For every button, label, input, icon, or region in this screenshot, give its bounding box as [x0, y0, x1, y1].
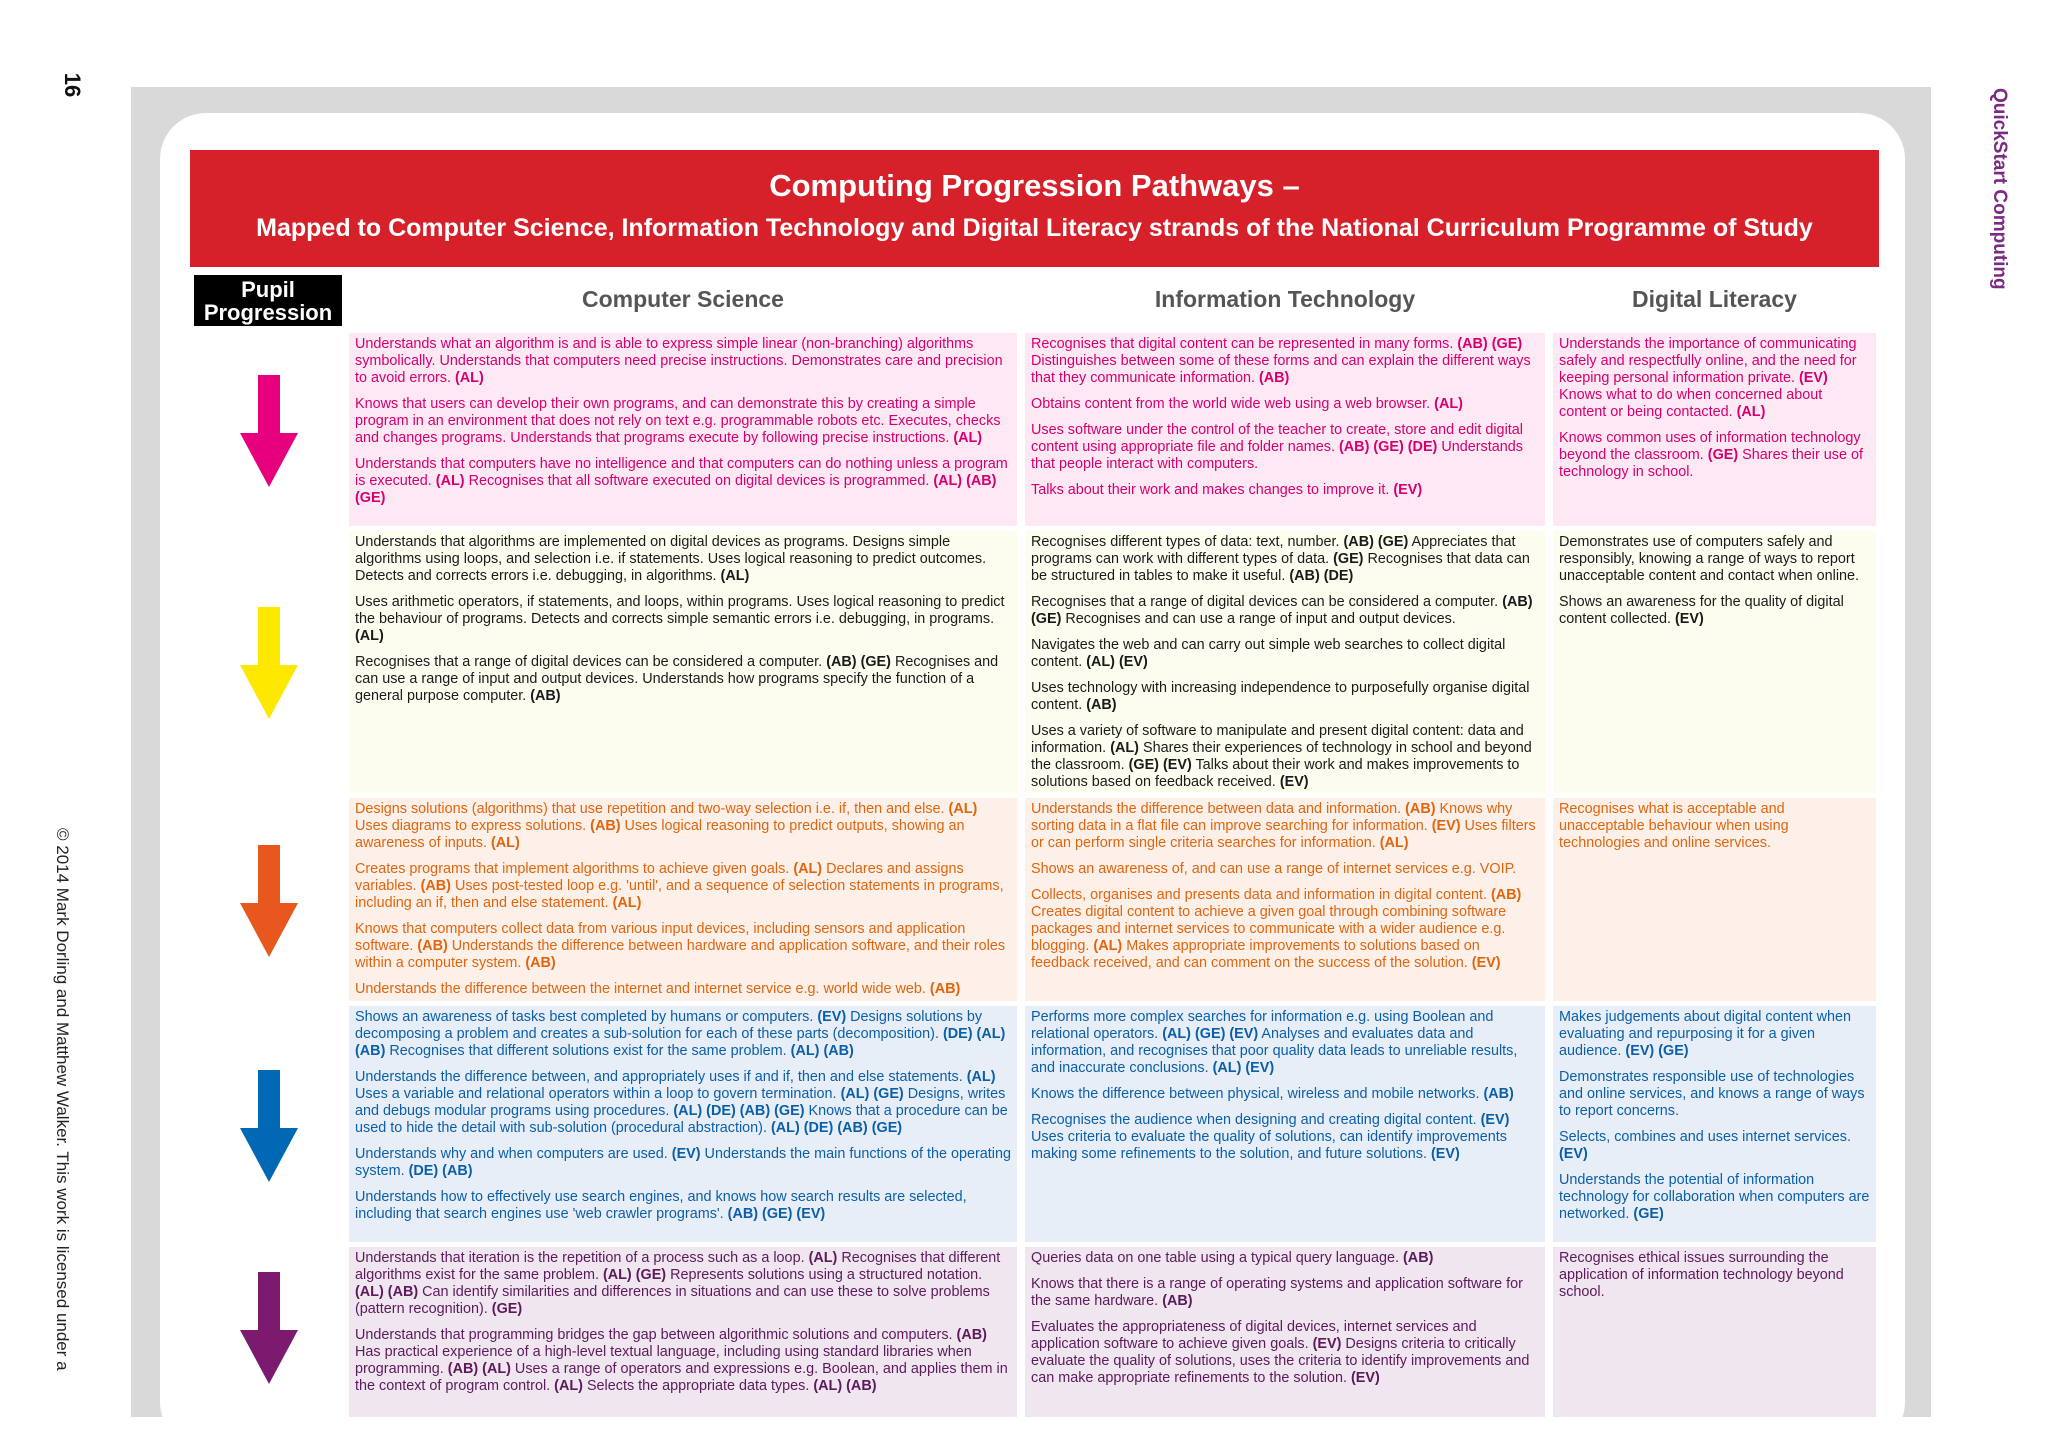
statement: Shows an awareness of tasks best completed by humans or computers. (EV) Designs solutions by decomposing a problem and creates a sub-solution for each of these parts (decomposition). (DE) (AL) (AB) Recognises that different solutions exist for the same problem. (AL) (AB) — [355, 1009, 1006, 1059]
arrow-down-blue-icon — [240, 1070, 298, 1182]
statement: Uses technology with increasing independence to purposefully organise digital content. (AB) — [1031, 680, 1530, 713]
row5-it-cell — [1025, 1247, 1545, 1417]
statement: Performs more complex searches for information e.g. using Boolean and relational operators. (AL) (GE) (EV) Analyses and evaluates data and information, and recognises that poor quality data leads to unreliable results, and inaccurate conclusions. (AL) (EV) — [1031, 1009, 1518, 1076]
row1-it-cell — [1025, 333, 1545, 526]
statement: Recognises that a range of digital devices can be considered a computer. (AB) (GE) Recognises and can use a range of input and output devices. — [1031, 594, 1533, 627]
copyright-notice: © 2014 Mark Dorling and Matthew Walker. This work is licensed under a — [53, 828, 72, 1371]
row1-dl-cell — [1553, 333, 1876, 526]
statement: Understands that programming bridges the gap between algorithmic solutions and computers. (AB) Has practical experience of a high-level textual language, including using standard libraries when programming. (AB) (AL) Uses a range of operators and expressions e.g. Boolean, and applies them in the context of program control. (AL) Selects the appropriate data types. (AL) (AB) — [355, 1327, 1008, 1394]
page-number: 16 — [60, 72, 86, 98]
row3-dl-cell — [1553, 798, 1876, 1001]
banner-subtitle: Mapped to Computer Science, Information Technology and Digital Literacy strands of the National Curriculum Programme of Study — [256, 214, 1813, 242]
statement: Makes judgements about digital content when evaluating and repurposing it for a given audience. (EV) (GE) — [1559, 1009, 1851, 1059]
statement: Creates programs that implement algorithms to achieve given goals. (AL) Declares and assigns variables. (AB) Uses post-tested loop e.g. 'until', and a sequence of selection statements in programs, including an if, then and else statement. (AL) — [355, 861, 1004, 911]
statement: Understands what an algorithm is and is able to express simple linear (non-branching) algorithms symbolically. Understands that computers need precise instructions. Demonstrates care and precision to avoid errors. (AL) — [355, 336, 1003, 386]
statement: Recognises different types of data: text, number. (AB) (GE) Appreciates that programs can work with different types of data. (GE) Recognises that data can be structured in tables to make it useful. (AB) (DE) — [1031, 534, 1530, 584]
statement: Understands the potential of information technology for collaboration when computers are networked. (GE) — [1559, 1172, 1870, 1222]
statement: Knows that users can develop their own programs, and can demonstrate this by creating a simple program in an environment that does not rely on text e.g. programmable robots etc. Executes, checks and changes programs. Understands that programs execute by following precise instructions. (AL) — [355, 396, 1001, 446]
statement: Recognises that a range of digital devices can be considered a computer. (AB) (GE) Recognises and can use a range of input and output devices. Understands how programs specify the function of a general purpose computer. (AB) — [355, 654, 999, 704]
pupil-label-line2: Progression — [203, 300, 333, 325]
statement: Selects, combines and uses internet services. (EV) — [1559, 1129, 1851, 1162]
statement: Queries data on one table using a typical query language. (AB) — [1031, 1250, 1434, 1266]
row2-cs-cell — [349, 531, 1017, 793]
statement: Recognises that digital content can be represented in many forms. (AB) (GE) Distinguishes between some of these forms and can explain the different ways that they communicate information. (AB) — [1031, 336, 1531, 386]
statement: Collects, organises and presents data and information in digital content. (AB) Creates digital content to achieve a given goal through combining software packages and internet services to communicate with a wider audience e.g. blogging. (AL) Makes appropriate improvements to solutions based on feedback received, and can comment on the success of the solution. (EV) — [1031, 887, 1522, 971]
side-title: QuickStart Computing — [1989, 88, 2010, 290]
statement: Designs solutions (algorithms) that use repetition and two-way selection i.e. if, then and else. (AL) Uses diagrams to express solutions. (AB) Uses logical reasoning to predict outputs, showing an awareness of inputs. (AL) — [355, 801, 978, 851]
row1-cs-cell — [349, 333, 1017, 526]
statement: Understands the difference between data and information. (AB) Knows why sorting data in a flat file can improve searching for information. (EV) Uses filters or can perform single criteria searches for information. (AL) — [1031, 801, 1536, 851]
statement: Shows an awareness for the quality of digital content collected. (EV) — [1559, 594, 1844, 627]
row4-dl-cell — [1553, 1006, 1876, 1242]
statement: Shows an awareness of, and can use a range of internet services e.g. VOIP. — [1031, 861, 1517, 877]
statement: Understands how to effectively use search engines, and knows how search results are selected, including that search engines use 'web crawler programs'. (AB) (GE) (EV) — [355, 1189, 967, 1222]
row5-cs-cell — [349, 1247, 1017, 1417]
statement: Evaluates the appropriateness of digital devices, internet services and application software to achieve given goals. (EV) Designs criteria to critically evaluate the quality of solutions, uses the criteria to identify improvements and can make appropriate refinements to the solution. (EV) — [1031, 1319, 1530, 1386]
arrow-down-pink-icon — [240, 375, 298, 487]
pupil-progression-label — [194, 275, 342, 326]
statement: Understands the difference between the internet and internet service e.g. world wide web. (AB) — [355, 981, 961, 997]
pupil-label-line1: Pupil — [241, 277, 295, 302]
statement: Knows the difference between physical, wireless and mobile networks. (AB) — [1031, 1086, 1514, 1102]
statement: Talks about their work and makes changes to improve it. (EV) — [1031, 482, 1423, 498]
arrow-down-purple-icon — [240, 1272, 298, 1384]
statement: Recognises ethical issues surrounding the application of information technology beyond school. — [1559, 1250, 1844, 1300]
row2-dl-cell — [1553, 531, 1876, 793]
banner-title: Computing Progression Pathways – — [769, 168, 1300, 203]
row3-cs-cell — [349, 798, 1017, 1001]
row5-dl-cell — [1553, 1247, 1876, 1417]
arrow-down-yellow-icon — [240, 607, 298, 719]
statement: Uses arithmetic operators, if statements, and loops, within programs. Uses logical reasoning to predict the behaviour of programs. Detects and corrects simple semantic errors i.e. debugging, in programs. (AL) — [355, 594, 1005, 644]
statement: Demonstrates use of computers safely and responsibly, knowing a range of ways to report unacceptable content and contact when online. — [1559, 534, 1860, 584]
statement: Understands that iteration is the repetition of a process such as a loop. (AL) Recognises that different algorithms exist for the same problem. (AL) (GE) Represents solutions using a structured notation. (AL) (AB) Can identify similarities and differences in situations and can use these to solve problems (pattern recognition). (GE) — [355, 1250, 1001, 1317]
statement: Understands that algorithms are implemented on digital devices as programs. Designs simple algorithms using loops, and selection i.e. if statements. Uses logical reasoning to predict outcomes. Detects and corrects errors i.e. debugging, in algorithms. (AL) — [355, 534, 987, 584]
row3-it-cell — [1025, 798, 1545, 1001]
statement: Navigates the web and can carry out simple web searches to collect digital content. (AL) (EV) — [1031, 637, 1506, 670]
statement: Demonstrates responsible use of technologies and online services, and knows a range of ways to report concerns. — [1559, 1069, 1865, 1119]
statement: Knows common uses of information technology beyond the classroom. (GE) Shares their use of technology in school. — [1559, 430, 1863, 480]
column-header-computer-science: Computer Science — [582, 286, 784, 312]
statement: Understands the difference between, and appropriately uses if and if, then and else statements. (AL) Uses a variable and relational operators within a loop to govern termination. (AL) (GE) Designs, writes and debugs modular programs using procedures. (AL) (DE) (AB) (GE) Knows that a procedure can be used to hide the detail with sub-solution (procedural abstraction). (AL) (DE) (AB) (GE) — [355, 1069, 1008, 1136]
title-banner — [190, 150, 1879, 267]
statement: Recognises what is acceptable and unacceptable behaviour when using technologies and online services. — [1559, 801, 1789, 851]
statement: Understands the importance of communicating safely and respectfully online, and the need for keeping personal information private. (EV) Knows what to do when concerned about content or being contacted. (AL) — [1559, 336, 1857, 420]
statement: Knows that computers collect data from various input devices, including sensors and application software. (AB) Understands the difference between hardware and application software, and their roles within a computer system. (AB) — [355, 921, 1006, 971]
statement: Uses a variety of software to manipulate and present digital content: data and information. (AL) Shares their experiences of technology in school and beyond the classroom. (GE) (EV) Talks about their work and makes improvements to solutions based on feedback received. (EV) — [1031, 723, 1532, 790]
row4-it-cell — [1025, 1006, 1545, 1242]
statement: Recognises the audience when designing and creating digital content. (EV) Uses criteria to evaluate the quality of solutions, can identify improvements making some refinements to the solution, and future solutions. (EV) — [1031, 1112, 1510, 1162]
statement: Understands that computers have no intelligence and that computers can do nothing unless a program is executed. (AL) Recognises that all software executed on digital devices is programmed. (AL) (AB) (GE) — [355, 456, 1008, 506]
statement: Uses software under the control of the teacher to create, store and edit digital content using appropriate file and folder names. (AB) (GE) (DE) Understands that people interact with computers. — [1031, 422, 1523, 472]
row4-cs-cell — [349, 1006, 1017, 1242]
arrow-down-orange-icon — [240, 845, 298, 957]
statement: Knows that there is a range of operating systems and application software for the same hardware. (AB) — [1031, 1276, 1523, 1309]
row2-it-cell — [1025, 531, 1545, 793]
column-header-digital-literacy: Digital Literacy — [1632, 286, 1797, 312]
statement: Obtains content from the world wide web using a web browser. (AL) — [1031, 396, 1463, 412]
statement: Understands why and when computers are used. (EV) Understands the main functions of the operating system. (DE) (AB) — [355, 1146, 1011, 1179]
column-header-information-technology: Information Technology — [1154, 286, 1416, 312]
